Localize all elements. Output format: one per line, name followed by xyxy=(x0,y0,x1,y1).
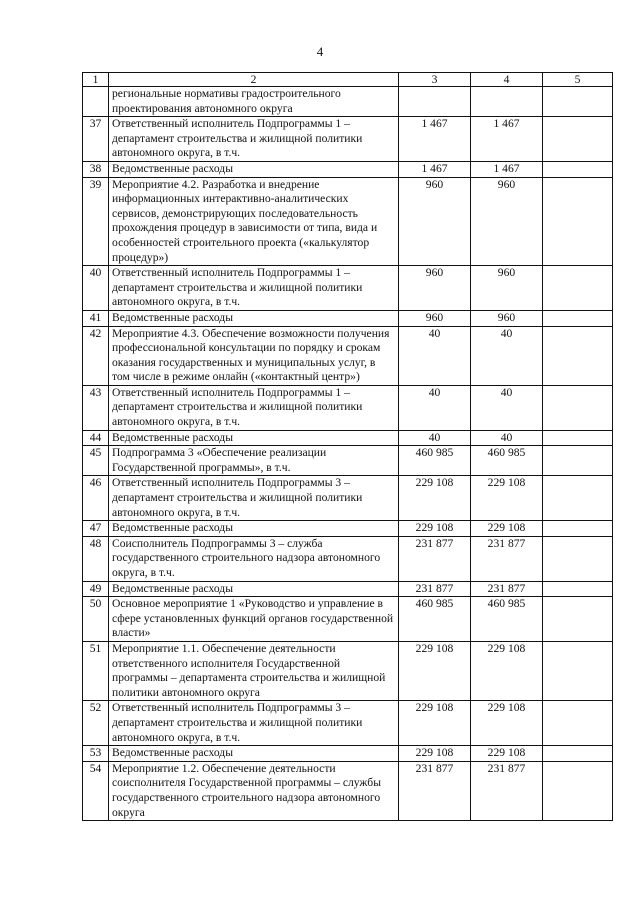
row-number-cell: 39 xyxy=(83,177,109,266)
page-number: 4 xyxy=(316,44,324,59)
table-row xyxy=(83,177,613,266)
row-value-col4-cell: 229 108 xyxy=(471,476,543,521)
row-value-col4-cell: 460 985 xyxy=(471,446,543,476)
row-value-col4-cell: 229 108 xyxy=(471,701,543,746)
row-value-col3-cell: 40 xyxy=(399,385,471,430)
row-value-col3-cell: 40 xyxy=(399,326,471,385)
row-value-col4-cell: 40 xyxy=(471,385,543,430)
row-description-cell: Основное мероприятие 1 «Руководство и управление в сфере установленных функций органов государственной власти» xyxy=(109,597,399,642)
row-value-col3-cell: 229 108 xyxy=(399,641,471,700)
table-row xyxy=(83,536,613,581)
row-description-cell: Мероприятие 4.3. Обеспечение возможности получения профессиональной консультации по порядку и срокам оказания государственных и муниципальных услуг, в том числе в режиме онлайн («контактный центр») xyxy=(109,326,399,385)
row-value-col4-cell: 40 xyxy=(471,326,543,385)
row-value-col4-cell: 960 xyxy=(471,177,543,266)
row-value-col4-cell: 1 467 xyxy=(471,161,543,177)
row-description-cell: Ведомственные расходы xyxy=(109,746,399,762)
row-value-col3-cell: 229 108 xyxy=(399,476,471,521)
row-number-cell: 37 xyxy=(83,117,109,162)
row-description-cell: Соисполнитель Подпрограммы 3 – служба государственного строительного надзора автономного округа, в т.ч. xyxy=(109,536,399,581)
row-value-col3-cell: 231 877 xyxy=(399,761,471,820)
row-description-cell: Ведомственные расходы xyxy=(109,161,399,177)
row-number-cell: 43 xyxy=(83,385,109,430)
row-value-col5-cell xyxy=(543,310,613,326)
table-row xyxy=(83,597,613,642)
row-number-cell: 41 xyxy=(83,310,109,326)
row-value-col3-cell: 1 467 xyxy=(399,161,471,177)
row-description-cell: Подпрограмма 3 «Обеспечение реализации Государственной программы», в т.ч. xyxy=(109,446,399,476)
row-description-cell: Ведомственные расходы xyxy=(109,310,399,326)
row-description-cell: Ответственный исполнитель Подпрограммы 1 – департамент строительства и жилищной политики автономного округа, в т.ч. xyxy=(109,385,399,430)
row-value-col5-cell xyxy=(543,326,613,385)
row-value-col4-cell: 960 xyxy=(471,310,543,326)
row-value-col4-cell: 229 108 xyxy=(471,746,543,762)
row-value-col3-cell: 960 xyxy=(399,177,471,266)
row-value-col3-cell: 231 877 xyxy=(399,536,471,581)
row-value-col3-cell: 229 108 xyxy=(399,701,471,746)
row-number-cell: 51 xyxy=(83,641,109,700)
row-value-col5-cell xyxy=(543,536,613,581)
table-row xyxy=(83,701,613,746)
row-value-col5-cell xyxy=(543,521,613,537)
row-number-cell: 40 xyxy=(83,266,109,311)
row-value-col5-cell xyxy=(543,641,613,700)
row-value-col5-cell xyxy=(543,761,613,820)
row-value-col5-cell xyxy=(543,746,613,762)
table-row xyxy=(83,326,613,385)
row-number-cell: 49 xyxy=(83,581,109,597)
row-description-cell: Мероприятие 1.1. Обеспечение деятельности ответственного исполнителя Государственной программы – департамента строительства и жилищной политики автономного округа xyxy=(109,641,399,700)
table-row xyxy=(83,761,613,820)
row-value-col3-cell: 960 xyxy=(399,310,471,326)
row-value-col5-cell xyxy=(543,597,613,642)
row-description-cell: Ответственный исполнитель Подпрограммы 1 – департамент строительства и жилищной политики автономного округа, в т.ч. xyxy=(109,266,399,311)
row-value-col4-cell: 229 108 xyxy=(471,521,543,537)
row-value-col5-cell xyxy=(543,385,613,430)
table-row xyxy=(83,385,613,430)
row-value-col3-cell: 229 108 xyxy=(399,521,471,537)
table-row xyxy=(83,446,613,476)
table-row xyxy=(83,476,613,521)
table-row xyxy=(83,310,613,326)
row-value-col3-cell: 40 xyxy=(399,430,471,446)
row-number-cell: 47 xyxy=(83,521,109,537)
row-value-col5-cell xyxy=(543,117,613,162)
row-description-cell: Мероприятие 4.2. Разработка и внедрение информационных интерактивно-аналитических сервисов, демонстрирующих последовательность прохождения процедур в зависимости от типа, вида и особенностей строительного проекта («калькулятор процедур») xyxy=(109,177,399,266)
row-description-cell: Ответственный исполнитель Подпрограммы 1 – департамент строительства и жилищной политики автономного округа, в т.ч. xyxy=(109,117,399,162)
row-value-col5-cell xyxy=(543,266,613,311)
table-row xyxy=(83,117,613,162)
row-value-col3-cell: 460 985 xyxy=(399,597,471,642)
row-value-col5-cell xyxy=(543,581,613,597)
row-number-cell: 52 xyxy=(83,701,109,746)
row-number-cell: 54 xyxy=(83,761,109,820)
row-description-cell: Ведомственные расходы xyxy=(109,581,399,597)
row-value-col5-cell xyxy=(543,476,613,521)
row-value-col5-cell xyxy=(543,701,613,746)
table-row xyxy=(83,430,613,446)
budget-table xyxy=(82,72,613,821)
table-row xyxy=(83,266,613,311)
header-col-3: 3 xyxy=(399,73,471,87)
table-body xyxy=(83,87,613,821)
table-row xyxy=(83,161,613,177)
row-value-col5-cell xyxy=(543,161,613,177)
table-row xyxy=(83,641,613,700)
row-value-col3-cell: 960 xyxy=(399,266,471,311)
table-row xyxy=(83,521,613,537)
row-value-col5-cell xyxy=(543,430,613,446)
row-number-cell: 42 xyxy=(83,326,109,385)
row-value-col3-cell: 229 108 xyxy=(399,746,471,762)
row-value-col4-cell: 231 877 xyxy=(471,536,543,581)
row-value-col4-cell: 229 108 xyxy=(471,641,543,700)
row-value-col5-cell xyxy=(543,446,613,476)
row-description-cell: Ведомственные расходы xyxy=(109,521,399,537)
row-number-cell xyxy=(83,87,109,117)
row-number-cell: 50 xyxy=(83,597,109,642)
row-value-col3-cell xyxy=(399,87,471,117)
header-col-2: 2 xyxy=(109,73,399,87)
row-value-col4-cell: 960 xyxy=(471,266,543,311)
row-description-cell: Ответственный исполнитель Подпрограммы 3 – департамент строительства и жилищной политики автономного округа, в т.ч. xyxy=(109,701,399,746)
row-value-col3-cell: 231 877 xyxy=(399,581,471,597)
row-description-cell: Мероприятие 1.2. Обеспечение деятельности соисполнителя Государственной программы – службы государственного строительного надзора автономного округа xyxy=(109,761,399,820)
row-value-col5-cell xyxy=(543,87,613,117)
row-number-cell: 44 xyxy=(83,430,109,446)
table-row xyxy=(83,87,613,117)
row-number-cell: 53 xyxy=(83,746,109,762)
row-number-cell: 45 xyxy=(83,446,109,476)
row-value-col3-cell: 460 985 xyxy=(399,446,471,476)
row-value-col4-cell: 231 877 xyxy=(471,761,543,820)
row-value-col4-cell: 40 xyxy=(471,430,543,446)
row-value-col5-cell xyxy=(543,177,613,266)
row-description-cell: Ведомственные расходы xyxy=(109,430,399,446)
row-value-col4-cell xyxy=(471,87,543,117)
row-value-col4-cell: 460 985 xyxy=(471,597,543,642)
table-row xyxy=(83,746,613,762)
row-value-col4-cell: 231 877 xyxy=(471,581,543,597)
row-value-col4-cell: 1 467 xyxy=(471,117,543,162)
table-row xyxy=(83,581,613,597)
header-col-1: 1 xyxy=(83,73,109,87)
row-number-cell: 38 xyxy=(83,161,109,177)
table-header-row xyxy=(83,73,613,87)
header-col-5: 5 xyxy=(543,73,613,87)
row-description-cell: региональные нормативы градостроительного проектирования автономного округа xyxy=(109,87,399,117)
row-value-col3-cell: 1 467 xyxy=(399,117,471,162)
header-col-4: 4 xyxy=(471,73,543,87)
row-number-cell: 48 xyxy=(83,536,109,581)
row-description-cell: Ответственный исполнитель Подпрограммы 3 – департамент строительства и жилищной политики автономного округа, в т.ч. xyxy=(109,476,399,521)
row-number-cell: 46 xyxy=(83,476,109,521)
